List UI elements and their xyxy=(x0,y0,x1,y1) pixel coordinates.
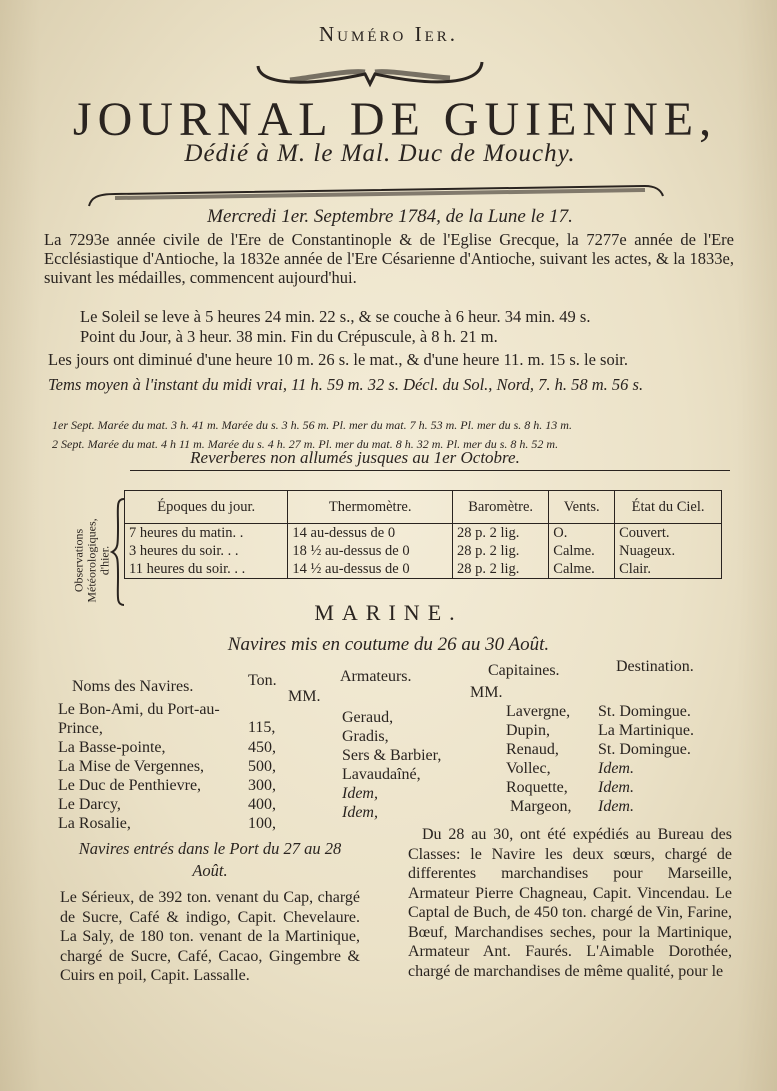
cell: 28 p. 2 lig. xyxy=(453,560,549,579)
ship-captain: Roquette, xyxy=(506,779,568,796)
side-label-line: Météorologiques, xyxy=(84,518,99,603)
ornamental-rule-icon xyxy=(85,180,665,208)
ship-name: Le Bon-Ami, du Port-au-Prince, xyxy=(58,701,220,737)
ships-registered-title: Navires mis en coutume du 26 au 30 Août. xyxy=(227,634,550,655)
cell: Calme. xyxy=(549,560,615,579)
mm-label: MM. xyxy=(470,684,503,701)
col-header: Armateurs. xyxy=(340,668,412,685)
col-header: Thermomètre. xyxy=(288,491,453,524)
ship-tonnage: 400, xyxy=(248,796,276,813)
cell: 28 p. 2 lig. xyxy=(453,542,549,560)
col-header: État du Ciel. xyxy=(615,491,722,524)
dedication: Dédié à M. le Mal. Duc de Mouchy. xyxy=(184,140,576,167)
col-header: Époques du jour. xyxy=(125,491,288,524)
day-length: Les jours ont diminué d'une heure 10 m. 26 s. le mat., & d'une heure 11. m. 15 s. le soir. xyxy=(48,350,628,369)
ship-captain: Vollec, xyxy=(506,760,551,777)
cell: 14 ½ au-dessus de 0 xyxy=(288,560,453,579)
meteo-table xyxy=(124,490,722,579)
ship-destination: Idem. xyxy=(598,760,634,777)
paragraph: Du 28 au 30, ont été expédiés au Bureau des Classes: le Navire les deux sœurs, chargé de differentes marchandises pour Marseille, Armateur Pierre Chagneau, Capit. Vincendau. Le Captal de Buch, de 450 ton. chargé de Vin, Farine, Bœuf, Marchandises seches, pour la Martinique, Armateur Ant. Faurés. L'Aimable Dorothée, chargé de marchandises de même qualité, pour le xyxy=(408,826,732,980)
col-header: Baromètre. xyxy=(453,491,549,524)
col-header: Capitaines. xyxy=(488,662,560,679)
ornament-flourish-icon xyxy=(250,58,490,88)
street-lamps-notice: Reverberes non allumés jusques au 1er Octobre. xyxy=(190,448,520,467)
col-header: Destination. xyxy=(616,658,694,675)
ship-tonnage: 450, xyxy=(248,739,276,756)
table-row xyxy=(125,560,722,579)
col-header: Noms des Navires. xyxy=(72,678,194,695)
paragraph: Le Sérieux, de 392 ton. venant du Cap, chargé de Sucre, Café & indigo, Capit. Chevelaure. La Saly, de 180 ton. venant de la Martinique, chargé de Sucre, Café, Cacao, Gingembre & Cuirs en poil, Capit. Lassalle. xyxy=(60,889,360,984)
ship-owner: Sers & Barbier, xyxy=(342,747,442,764)
ships-entered-title: Navires entrés dans le Port du 27 au 28 Août. xyxy=(78,839,342,880)
ship-name: La Rosalie, xyxy=(58,815,131,832)
dateline: Mercredi 1er. Septembre 1784, de la Lune le 17. xyxy=(207,206,573,227)
era-notice xyxy=(44,230,734,287)
era-text: La 7293e année civile de l'Ere de Constantinople & de l'Eglise Grecque, la 7277e année de l'Ere Ecclésiastique d'Antioche, la 1832e année de l'Ere Césarienne d'Antioche, suivant les actes, & la 1833e, suivant les médailles, commencent aujourd'hui. xyxy=(44,230,734,287)
ship-tonnage: 115, xyxy=(248,719,276,736)
sun-times xyxy=(48,307,738,347)
ship-destination: St. Domingue. xyxy=(598,741,691,758)
sunrise-sunset: Le Soleil se leve à 5 heures 24 min. 22 s., & se couche à 6 heur. 34 min. 49 s. xyxy=(80,307,591,326)
ship-owner: Geraud, xyxy=(342,709,394,726)
side-label-line: Observations xyxy=(71,528,86,593)
cell: Clair. xyxy=(615,560,722,579)
ships-entered-text xyxy=(60,888,360,986)
ship-owner: Idem, xyxy=(342,785,378,802)
dawn-dusk: Point du Jour, à 3 heur. 38 min. Fin du Crépuscule, à 8 h. 21 m. xyxy=(80,327,498,346)
ship-tonnage: 100, xyxy=(248,815,276,832)
cell: Nuageux. xyxy=(615,542,722,560)
ship-tonnage: 500, xyxy=(248,758,276,775)
ship-destination: St. Domingue. xyxy=(598,703,691,720)
side-label-line: d'hier. xyxy=(97,545,112,576)
ship-destination: Idem. xyxy=(598,779,634,796)
ship-name: Le Darcy, xyxy=(58,796,121,813)
ship-destination: La Martinique. xyxy=(598,722,694,739)
ship-name: La Basse-pointe, xyxy=(58,739,166,756)
col-header: Vents. xyxy=(549,491,615,524)
divider xyxy=(130,470,730,475)
col-header: Ton. xyxy=(248,672,277,689)
ship-captain: Renaud, xyxy=(506,741,559,758)
ship-tonnage: 300, xyxy=(248,777,276,794)
tide-row: 2 Sept. Marée du mat. 4 h 11 m. Marée du s. 4 h. 27 m. Pl. mer du mat. 8 h. 32 m. Pl. mer du s. 8 h. 52 m. xyxy=(52,437,559,451)
cell: 3 heures du soir. . . xyxy=(129,543,239,559)
ship-name: Le Duc de Penthievre, xyxy=(58,777,202,794)
ship-captain: Lavergne, xyxy=(506,703,571,720)
cell: O. xyxy=(549,524,615,543)
table-row xyxy=(125,542,722,560)
section-title-marine: MARINE. xyxy=(314,600,463,625)
ships-table xyxy=(58,658,758,832)
cell: 18 ½ au-dessus de 0 xyxy=(288,542,453,560)
ship-owner: Idem, xyxy=(342,804,378,821)
cell: Couvert. xyxy=(615,524,722,543)
tide-row: 1er Sept. Marée du mat. 3 h. 41 m. Marée du s. 3 h. 56 m. Pl. mer du mat. 7 h. 53 m. Pl. mer du s. 8 h. 13 m. xyxy=(52,418,572,432)
ship-owner: Gradis, xyxy=(342,728,389,745)
ship-captain: Margeon, xyxy=(510,798,572,815)
ship-destination: Idem. xyxy=(598,798,634,815)
mm-label: MM. xyxy=(288,688,321,705)
issue-number: Numéro Ier. xyxy=(319,22,458,46)
ship-owner: Lavaudaîné, xyxy=(342,766,421,783)
ship-name: La Mise de Vergennes, xyxy=(58,758,205,775)
ship-captain: Dupin, xyxy=(506,722,550,739)
cell: Calme. xyxy=(549,542,615,560)
mean-time: Tems moyen à l'instant du midi vrai, 11 h. 59 m. 32 s. Décl. du Sol., Nord, 7. h. 58 m. 56 s. xyxy=(48,375,644,394)
cell: 11 heures du soir. . . xyxy=(129,561,246,577)
cell: 28 p. 2 lig. xyxy=(453,524,549,543)
cell: 14 au-dessus de 0 xyxy=(288,524,453,543)
newspaper-title: JOURNAL DE GUIENNE, xyxy=(72,93,718,146)
cell: 7 heures du matin. . xyxy=(129,525,244,541)
table-row xyxy=(125,524,722,543)
ships-dispatched-text xyxy=(408,825,732,981)
